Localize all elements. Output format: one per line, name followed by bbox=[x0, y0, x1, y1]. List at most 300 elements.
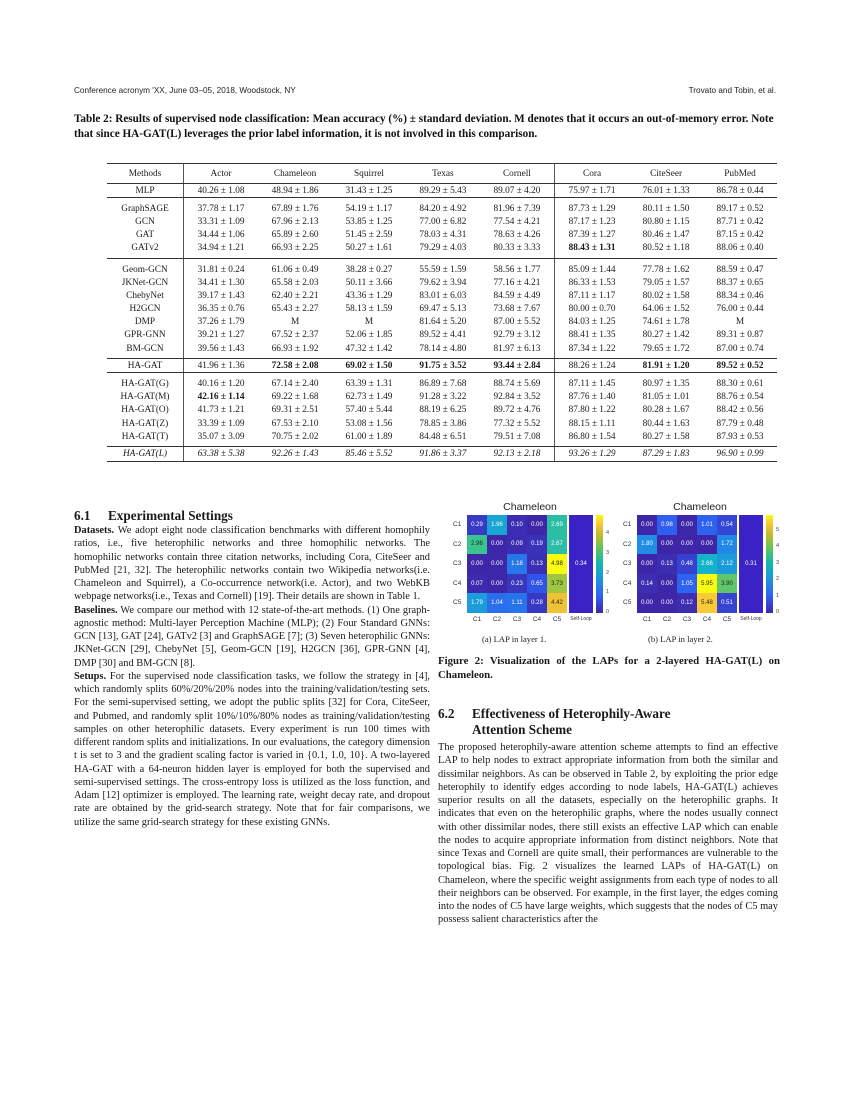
value-cell: 88.59 ± 0.47 bbox=[716, 264, 764, 275]
value-cell: 66.93 ± 2.25 bbox=[258, 242, 332, 259]
heatmap-cell: 1.72 bbox=[717, 535, 737, 555]
value-cell: M bbox=[735, 317, 745, 328]
heatmap-cell: 0.00 bbox=[697, 535, 717, 555]
section-title-text: Experimental Settings bbox=[108, 508, 233, 523]
heatmap-cell: 0.00 bbox=[527, 515, 547, 535]
colorbar bbox=[766, 515, 773, 613]
value-cell: 67.14 ± 2.40 bbox=[271, 379, 319, 390]
col-label: C4 bbox=[532, 616, 542, 623]
value-cell: 87.17 ± 1.23 bbox=[568, 216, 616, 227]
value-cell: 79.05 ± 1.57 bbox=[642, 277, 690, 288]
value-cell: 69.22 ± 1.68 bbox=[271, 392, 319, 403]
value-cell: 37.78 ± 1.17 bbox=[197, 203, 245, 214]
colorbar-tick: 4 bbox=[606, 530, 610, 537]
value-cell: 88.34 ± 0.46 bbox=[716, 290, 764, 301]
value-cell: 86.89 ± 7.68 bbox=[419, 379, 467, 390]
col-header: Cornell bbox=[480, 164, 555, 184]
method-cell: HA-GAT(G) bbox=[107, 373, 184, 391]
heatmap-cell: 0.10 bbox=[507, 515, 527, 535]
value-cell: 87.15 ± 0.42 bbox=[716, 230, 764, 241]
value-cell: 64.06 ± 1.52 bbox=[642, 304, 690, 315]
self-loop-cell: 0.34 bbox=[569, 515, 593, 613]
value-cell: 79.65 ± 1.72 bbox=[629, 342, 703, 359]
heatmap-cell: 1.96 bbox=[487, 515, 507, 535]
value-cell: 63.38 ± 5.38 bbox=[184, 447, 259, 461]
paragraph-lead: Datasets. bbox=[74, 525, 115, 536]
value-cell: 77.54 ± 4.21 bbox=[480, 215, 555, 228]
value-cell: 78.14 ± 4.80 bbox=[406, 342, 480, 359]
table-row bbox=[107, 242, 777, 259]
value-cell: 38.28 ± 0.27 bbox=[345, 264, 393, 275]
value-cell: 96.90 ± 0.99 bbox=[703, 447, 777, 461]
value-cell: 50.11 ± 3.66 bbox=[345, 277, 393, 288]
row-label: C4 bbox=[623, 579, 632, 587]
heatmap-cell: 4.42 bbox=[547, 593, 567, 613]
value-cell: 80.28 ± 1.67 bbox=[642, 405, 690, 416]
value-cell: 92.79 ± 3.12 bbox=[480, 329, 555, 342]
table-row bbox=[107, 198, 777, 216]
value-cell: 88.26 ± 1.24 bbox=[555, 359, 630, 373]
heatmap-cell: 0.00 bbox=[487, 554, 507, 574]
value-cell: 65.89 ± 2.60 bbox=[271, 230, 319, 241]
heatmap-cell: 0.14 bbox=[637, 574, 657, 594]
value-cell: 76.01 ± 1.33 bbox=[629, 184, 703, 198]
colorbar-tick: 1 bbox=[776, 592, 780, 599]
method-cell: H2GCN bbox=[107, 303, 184, 316]
figure-2 bbox=[440, 498, 785, 628]
section-title-line1: Effectiveness of Heterophily-Aware bbox=[472, 706, 671, 721]
paragraph-setups bbox=[74, 670, 430, 829]
value-cell: 58.13 ± 1.59 bbox=[345, 304, 393, 315]
heatmap-cell: 2.96 bbox=[467, 535, 487, 555]
paragraph-lead: Baselines. bbox=[74, 604, 118, 616]
value-cell: 67.89 ± 1.76 bbox=[271, 203, 319, 214]
value-cell: 86.80 ± 1.54 bbox=[555, 430, 630, 447]
value-cell: 76.00 ± 0.44 bbox=[716, 304, 764, 315]
value-cell: 85.09 ± 1.44 bbox=[568, 264, 616, 275]
col-header: CiteSeer bbox=[629, 164, 703, 184]
colorbar-tick: 0 bbox=[606, 609, 610, 615]
heatmap-cell: 1.05 bbox=[677, 574, 697, 594]
value-cell: 67.96 ± 2.13 bbox=[271, 216, 319, 227]
value-cell: 86.33 ± 1.53 bbox=[568, 277, 616, 288]
value-cell: 87.11 ± 1.45 bbox=[568, 379, 616, 390]
method-cell: HA-GAT(Z) bbox=[107, 417, 184, 430]
heatmap-title: Chameleon bbox=[503, 501, 557, 513]
value-cell: 36.35 ± 0.76 bbox=[197, 304, 245, 315]
heatmap-cell: 0.29 bbox=[467, 515, 487, 535]
value-cell: 74.61 ± 1.78 bbox=[642, 317, 690, 328]
value-cell: 62.73 ± 1.49 bbox=[345, 392, 393, 403]
value-cell: 89.29 ± 5.43 bbox=[406, 184, 480, 198]
value-cell: 79.51 ± 7.08 bbox=[480, 430, 555, 447]
table-header-row bbox=[107, 164, 777, 184]
value-cell: 34.41 ± 1.30 bbox=[197, 277, 245, 288]
heatmap-cell: 1.80 bbox=[637, 535, 657, 555]
paragraph-lead: Setups. bbox=[74, 670, 107, 682]
table-row bbox=[107, 342, 777, 359]
running-head-right: Trovato and Tobin, et al. bbox=[688, 86, 776, 95]
colorbar-tick: 5 bbox=[776, 526, 780, 533]
table-row bbox=[107, 316, 777, 329]
value-cell: 80.27 ± 1.58 bbox=[629, 430, 703, 447]
table-row bbox=[107, 359, 777, 373]
heatmap-cell: 0.00 bbox=[657, 574, 677, 594]
value-cell: 80.33 ± 3.33 bbox=[480, 242, 555, 259]
value-cell: 42.16 ± 1.14 bbox=[197, 392, 245, 403]
value-cell: 87.71 ± 0.42 bbox=[716, 216, 764, 227]
value-cell: 89.31 ± 0.87 bbox=[716, 330, 764, 341]
value-cell: 89.17 ± 0.52 bbox=[716, 203, 764, 214]
row-label: C1 bbox=[453, 521, 462, 528]
heatmap-cell: 0.00 bbox=[677, 515, 697, 535]
table-row bbox=[107, 184, 777, 198]
table-row bbox=[107, 289, 777, 302]
heatmap-cell: 0.00 bbox=[657, 535, 677, 555]
method-cell: HA-GAT(O) bbox=[107, 404, 184, 417]
colorbar bbox=[596, 515, 603, 613]
value-cell: 88.74 ± 5.69 bbox=[480, 373, 555, 391]
table-row bbox=[107, 404, 777, 417]
row-label: C5 bbox=[453, 599, 462, 607]
value-cell: 85.46 ± 5.52 bbox=[332, 447, 406, 461]
value-cell: 80.52 ± 1.18 bbox=[629, 242, 703, 259]
value-cell: 62.40 ± 2.21 bbox=[271, 290, 319, 301]
col-label: C5 bbox=[552, 616, 562, 623]
heatmap-cell: 2.69 bbox=[547, 515, 567, 535]
row-label: C4 bbox=[453, 579, 462, 587]
value-cell: 80.97 ± 1.35 bbox=[642, 379, 690, 390]
self-loop-label: Self-Loop bbox=[570, 616, 592, 622]
paragraph-datasets bbox=[74, 524, 430, 604]
value-cell: 39.21 ± 1.27 bbox=[197, 330, 245, 341]
value-cell: 34.44 ± 1.06 bbox=[197, 230, 245, 241]
heatmap-cell: 2.12 bbox=[717, 554, 737, 574]
colorbar-tick: 1 bbox=[606, 589, 610, 596]
section-title-line2: Attention Scheme bbox=[472, 722, 572, 737]
col-label: C4 bbox=[702, 616, 712, 623]
table-row bbox=[107, 430, 777, 447]
value-cell: 77.00 ± 6.82 bbox=[419, 216, 467, 227]
value-cell: 57.40 ± 5.44 bbox=[345, 405, 393, 416]
value-cell: 53.85 ± 1.25 bbox=[345, 216, 393, 227]
col-label: C2 bbox=[662, 616, 672, 623]
value-cell: 66.93 ± 1.92 bbox=[258, 342, 332, 359]
value-cell: 83.01 ± 6.03 bbox=[419, 290, 467, 301]
value-cell: 87.29 ± 1.83 bbox=[629, 447, 703, 461]
value-cell: 31.81 ± 0.24 bbox=[197, 264, 245, 275]
subcaption-a: (a) LAP in layer 1. bbox=[482, 634, 547, 644]
col-header: Methods bbox=[107, 164, 184, 184]
heatmap-cell: 1.04 bbox=[487, 593, 507, 613]
running-head bbox=[74, 86, 776, 98]
value-cell: 88.19 ± 6.25 bbox=[419, 405, 467, 416]
value-cell: 77.16 ± 4.21 bbox=[480, 276, 555, 289]
value-cell: 89.07 ± 4.20 bbox=[480, 184, 555, 198]
value-cell: M bbox=[290, 317, 300, 328]
table-row bbox=[107, 447, 777, 461]
paragraph-effectiveness: The proposed heterophily-aware attention scheme attempts to find an effective LAP to help nodes to extract appropriate information from both the similar and dissimilar neighbors. As can be observed in Table 2, by exploiting the prior edge heterophily to identify edges according to node labels, HA-GAT(L) achieves superior results on all the datasets, especially on the heterophilic graphs. It indicates that even on the heterophilic graphs, where the nodes usually connect with other dissimilar nodes, there still exists an effective LAP which can enable the nodes to acquire appropriate information from distinct neighbors. Note that since Texas and Cornell are quite small, their performances are vulnerable to the topological bias. Fig. 2 visualizes the learned LAPs of HA-GAT(L) on Chameleon, where the specific weight assignments from each type of nodes to all their neighbors can be observed. For example, in the first layer, the edges coming into the nodes of C5 have large weights, which suggests that the nodes of C5 may possess salient characteristics after the bbox=[438, 742, 778, 926]
value-cell: 93.26 ± 1.29 bbox=[555, 447, 630, 461]
table-row bbox=[107, 373, 777, 391]
value-cell: 35.07 ± 3.09 bbox=[184, 430, 259, 447]
heatmap-cell: 3.73 bbox=[547, 574, 567, 594]
value-cell: 78.63 ± 4.26 bbox=[480, 229, 555, 242]
row-label: C2 bbox=[453, 540, 462, 548]
colorbar-tick: 4 bbox=[776, 543, 780, 550]
value-cell: 50.27 ± 1.61 bbox=[332, 242, 406, 259]
method-cell: JKNet-GCN bbox=[107, 276, 184, 289]
value-cell: 86.78 ± 0.44 bbox=[703, 184, 777, 198]
value-cell: 40.26 ± 1.08 bbox=[184, 184, 259, 198]
section-number: 6.1 bbox=[74, 508, 91, 523]
section-number: 6.2 bbox=[438, 706, 455, 721]
col-header: Chameleon bbox=[258, 164, 332, 184]
value-cell: 80.80 ± 1.15 bbox=[642, 216, 690, 227]
method-cell: DMP bbox=[107, 316, 184, 329]
heatmap-cell: 2.67 bbox=[547, 535, 567, 555]
table-row bbox=[107, 258, 777, 276]
heatmap-grid bbox=[467, 515, 567, 613]
value-cell: 87.00 ± 5.52 bbox=[480, 316, 555, 329]
value-cell: 41.96 ± 1.36 bbox=[184, 359, 259, 373]
value-cell: 55.59 ± 1.59 bbox=[419, 264, 467, 275]
value-cell: 91.86 ± 3.37 bbox=[406, 447, 480, 461]
value-cell: 88.43 ± 1.31 bbox=[555, 242, 630, 259]
row-label: C3 bbox=[623, 560, 632, 568]
table-row bbox=[107, 329, 777, 342]
value-cell: 31.43 ± 1.25 bbox=[332, 184, 406, 198]
value-cell: 53.08 ± 1.56 bbox=[345, 418, 393, 429]
value-cell: 65.58 ± 2.03 bbox=[271, 277, 319, 288]
table-caption: Table 2: Results of supervised node classification: Mean accuracy (%) ± standard deviation. M denotes that it occurs an out-of-memory error. Note that since HA-GAT(L) leverages the prior label information, it is not involved in this comparison. bbox=[74, 113, 774, 140]
table-row bbox=[107, 417, 777, 430]
method-cell: GPR-GNN bbox=[107, 329, 184, 342]
value-cell: 80.27 ± 1.42 bbox=[642, 330, 690, 341]
heatmap-cell: 1.79 bbox=[467, 593, 487, 613]
value-cell: 87.76 ± 1.40 bbox=[568, 392, 616, 403]
self-loop-cell: 0.31 bbox=[739, 515, 763, 613]
value-cell: 81.91 ± 1.20 bbox=[629, 359, 703, 373]
value-cell: 65.43 ± 2.27 bbox=[271, 304, 319, 315]
heatmap-cell: 0.07 bbox=[467, 574, 487, 594]
value-cell: 88.15 ± 1.11 bbox=[568, 418, 616, 429]
value-cell: 87.80 ± 1.22 bbox=[568, 405, 616, 416]
value-cell: 81.97 ± 6.13 bbox=[480, 342, 555, 359]
value-cell: 87.11 ± 1.17 bbox=[568, 290, 616, 301]
value-cell: 61.06 ± 0.49 bbox=[271, 264, 319, 275]
colorbar-tick: 0 bbox=[776, 609, 780, 615]
value-cell: 75.97 ± 1.71 bbox=[555, 184, 630, 198]
figure-caption: Figure 2: Visualization of the LAPs for a 2-layered HA-GAT(L) on Chameleon. bbox=[438, 655, 780, 681]
col-label: C2 bbox=[492, 616, 502, 623]
heatmap-cell: 1.18 bbox=[507, 554, 527, 574]
value-cell: 79.62 ± 3.94 bbox=[419, 277, 467, 288]
value-cell: 34.94 ± 1.21 bbox=[184, 242, 259, 259]
value-cell: 88.06 ± 0.40 bbox=[703, 242, 777, 259]
row-label: C2 bbox=[623, 540, 632, 548]
col-label: C3 bbox=[512, 616, 522, 623]
value-cell: 39.17 ± 1.43 bbox=[197, 290, 245, 301]
value-cell: 51.45 ± 2.59 bbox=[345, 230, 393, 241]
value-cell: 84.20 ± 4.92 bbox=[419, 203, 467, 214]
value-cell: 81.05 ± 1.01 bbox=[642, 392, 690, 403]
heatmap-cell: 0.12 bbox=[677, 593, 697, 613]
table-row bbox=[107, 303, 777, 316]
method-cell: GraphSAGE bbox=[107, 198, 184, 216]
value-cell: 37.26 ± 1.79 bbox=[197, 317, 245, 328]
value-cell: 89.52 ± 0.52 bbox=[703, 359, 777, 373]
table-row bbox=[107, 215, 777, 228]
method-cell: HA-GAT bbox=[107, 359, 184, 373]
value-cell: 73.68 ± 7.67 bbox=[480, 303, 555, 316]
heatmap-cell: 0.98 bbox=[657, 515, 677, 535]
method-cell: HA-GAT(M) bbox=[107, 391, 184, 404]
value-cell: 79.29 ± 4.03 bbox=[406, 242, 480, 259]
col-header: Actor bbox=[184, 164, 259, 184]
value-cell: 67.52 ± 2.37 bbox=[271, 330, 319, 341]
value-cell: 77.32 ± 5.52 bbox=[480, 417, 555, 430]
colorbar-tick: 3 bbox=[776, 559, 780, 566]
col-label: C3 bbox=[682, 616, 692, 623]
heatmap-cell: 3.90 bbox=[717, 574, 737, 594]
value-cell: 88.41 ± 1.35 bbox=[568, 330, 616, 341]
value-cell: 39.56 ± 1.43 bbox=[184, 342, 259, 359]
section-title bbox=[74, 508, 430, 524]
value-cell: 88.30 ± 0.61 bbox=[716, 379, 764, 390]
value-cell: 40.16 ± 1.20 bbox=[197, 379, 245, 390]
paragraph-text: We compare our method with 12 state-of-the-art methods. (1) One graph-agnostic method: Multi-layer Perception Machine (MLP); (2) Four Standard GNNs: GCN [13], GAT [24], GATv2 [3] and GraphSAGE [7]; (3) Seven heterophilic GNNs: JKNet-GCN [29], ChebyNet [5], Geom-GCN [19], H2GCN [36], GPR-GNN [4], DMP [30] and BM-GCN [8]. bbox=[74, 604, 430, 669]
table-row bbox=[107, 276, 777, 289]
colorbar-tick: 3 bbox=[606, 549, 610, 556]
section-6-2 bbox=[438, 706, 778, 927]
value-cell: 84.59 ± 4.49 bbox=[480, 289, 555, 302]
method-cell: BM-GCN bbox=[107, 342, 184, 359]
method-cell: GATv2 bbox=[107, 242, 184, 259]
heatmap-cell: 0.00 bbox=[637, 554, 657, 574]
method-cell: Geom-GCN bbox=[107, 258, 184, 276]
value-cell: 69.47 ± 5.13 bbox=[419, 304, 467, 315]
value-cell: 87.39 ± 1.27 bbox=[568, 230, 616, 241]
value-cell: 43.36 ± 1.29 bbox=[345, 290, 393, 301]
value-cell: 93.44 ± 2.84 bbox=[480, 359, 555, 373]
heatmap-cell: 5.95 bbox=[697, 574, 717, 594]
value-cell: 78.03 ± 4.31 bbox=[419, 230, 467, 241]
value-cell: 72.58 ± 2.08 bbox=[258, 359, 332, 373]
heatmap-cell: 0.00 bbox=[467, 554, 487, 574]
col-header: PubMed bbox=[703, 164, 777, 184]
heatmap-cell: 4.98 bbox=[547, 554, 567, 574]
heatmap-cell: 0.00 bbox=[487, 574, 507, 594]
colorbar-tick: 2 bbox=[776, 576, 780, 583]
value-cell: 77.78 ± 1.62 bbox=[642, 264, 690, 275]
value-cell: 80.44 ± 1.63 bbox=[642, 418, 690, 429]
heatmap-cell: 0.00 bbox=[487, 535, 507, 555]
method-cell: ChebyNet bbox=[107, 289, 184, 302]
value-cell: 58.56 ± 1.77 bbox=[480, 258, 555, 276]
heatmap-cell: 0.19 bbox=[527, 535, 547, 555]
heatmap-cell: 0.00 bbox=[657, 593, 677, 613]
method-cell: HA-GAT(T) bbox=[107, 430, 184, 447]
value-cell: 92.26 ± 1.43 bbox=[258, 447, 332, 461]
heatmap-cell: 0.00 bbox=[677, 535, 697, 555]
results-table bbox=[107, 163, 777, 462]
value-cell: 69.31 ± 2.51 bbox=[271, 405, 319, 416]
value-cell: 69.02 ± 1.50 bbox=[332, 359, 406, 373]
method-cell: GCN bbox=[107, 215, 184, 228]
col-header: Texas bbox=[406, 164, 480, 184]
table-body bbox=[107, 184, 777, 462]
value-cell: 89.52 ± 4.41 bbox=[419, 330, 467, 341]
value-cell: 80.02 ± 1.58 bbox=[642, 290, 690, 301]
heatmap-layer-2 bbox=[610, 498, 780, 628]
value-cell: 87.79 ± 0.48 bbox=[716, 418, 764, 429]
paragraph-text: We adopt eight node classification benchmarks with different homophily ratios, i.e., five heterophilic networks and three homophilic networks. The homophilic networks contain three citation networks, including Cora, CiteSeer and PubMed [21, 32]. The heterophilic networks contain two Wikipedia networks(i.e. Chameleon and Squirrel), a Co-occurrence network(i.e. Actor), and two WebKB webpage networks(i.e., Texas and Cornell) [19]. Their details are shown in Table 1. bbox=[74, 525, 430, 603]
value-cell: M bbox=[364, 317, 374, 328]
value-cell: 88.37 ± 0.65 bbox=[716, 277, 764, 288]
value-cell: 63.39 ± 1.31 bbox=[345, 379, 393, 390]
value-cell: 88.42 ± 0.56 bbox=[716, 405, 764, 416]
value-cell: 80.46 ± 1.47 bbox=[642, 230, 690, 241]
table-row bbox=[107, 391, 777, 404]
col-label: C1 bbox=[642, 616, 652, 623]
heatmap-cell: 0.13 bbox=[527, 554, 547, 574]
method-cell: GAT bbox=[107, 229, 184, 242]
heatmap-cell: 0.65 bbox=[527, 574, 547, 594]
col-header: Squirrel bbox=[332, 164, 406, 184]
value-cell: 33.39 ± 1.09 bbox=[197, 418, 245, 429]
section-title bbox=[438, 706, 778, 738]
value-cell: 33.31 ± 1.09 bbox=[197, 216, 245, 227]
value-cell: 87.93 ± 0.53 bbox=[703, 430, 777, 447]
heatmap-cell: 0.48 bbox=[677, 554, 697, 574]
heatmap-cell: 0.00 bbox=[637, 593, 657, 613]
heatmap-cell: 0.51 bbox=[717, 593, 737, 613]
value-cell: 92.13 ± 2.18 bbox=[480, 447, 555, 461]
heatmap-cell: 0.54 bbox=[717, 515, 737, 535]
value-cell: 91.28 ± 3.22 bbox=[419, 392, 467, 403]
value-cell: 80.00 ± 0.70 bbox=[568, 304, 616, 315]
value-cell: 81.64 ± 5.20 bbox=[419, 317, 467, 328]
heatmap-cell: 0.28 bbox=[527, 593, 547, 613]
value-cell: 41.73 ± 1.21 bbox=[197, 405, 245, 416]
col-label: C5 bbox=[722, 616, 732, 623]
method-cell: HA-GAT(L) bbox=[107, 447, 184, 461]
value-cell: 81.96 ± 7.39 bbox=[480, 198, 555, 216]
heatmap-cell: 2.66 bbox=[697, 554, 717, 574]
value-cell: 48.94 ± 1.86 bbox=[258, 184, 332, 198]
col-header: Cora bbox=[555, 164, 630, 184]
value-cell: 47.32 ± 1.42 bbox=[332, 342, 406, 359]
heatmap-cell: 1.11 bbox=[507, 593, 527, 613]
value-cell: 52.06 ± 1.85 bbox=[345, 330, 393, 341]
running-head-left: Conference acronym 'XX, June 03–05, 2018, Woodstock, NY bbox=[74, 86, 296, 95]
heatmap-cell: 0.23 bbox=[507, 574, 527, 594]
value-cell: 87.73 ± 1.29 bbox=[568, 203, 616, 214]
col-label: C1 bbox=[472, 616, 482, 623]
value-cell: 54.19 ± 1.17 bbox=[345, 203, 393, 214]
value-cell: 80.11 ± 1.50 bbox=[642, 203, 690, 214]
heatmap-cell: 0.09 bbox=[507, 535, 527, 555]
value-cell: 78.85 ± 3.86 bbox=[419, 418, 467, 429]
row-label: C5 bbox=[623, 599, 632, 607]
value-cell: 87.34 ± 1.22 bbox=[555, 342, 630, 359]
heatmap-cell: 1.01 bbox=[697, 515, 717, 535]
paragraph-baselines bbox=[74, 604, 430, 670]
row-label: C1 bbox=[623, 521, 632, 528]
row-label: C3 bbox=[453, 560, 462, 568]
section-6-1 bbox=[74, 508, 430, 829]
